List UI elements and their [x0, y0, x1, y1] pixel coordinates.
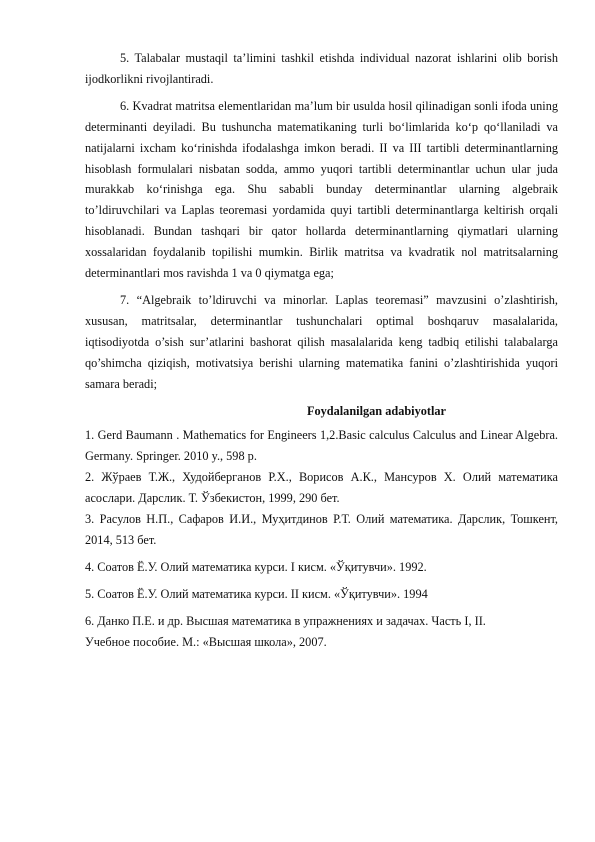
reference-item-4: 4. Соатов Ё.У. Олий математика курси. I кисм. «Ўқитувчи». 1992.	[85, 559, 427, 574]
references-heading: Foydalanilgan adabiyotlar	[306, 403, 447, 418]
reference-item-6: 6. Данко П.Е. и др. Высшая математика в упражнениях и задачах. Часть I, II.	[85, 613, 486, 628]
paragraph-5: 5. Talabalar mustaqil ta’limini tashkil etishda individual nazorat ishlarini olib borish ijodkorlikni rivojlantiradi.	[85, 51, 558, 86]
reference-item-5: 5. Соатов Ё.У. Олий математика курси. II кисм. «Ўқитувчи». 1994	[85, 586, 428, 601]
reference-item-2: 2. Жўраев Т.Ж., Худойберганов Р.Х., Ворисов А.К., Мансуров Х. Олий математика асослари. Дарслик. Т. Ўзбекистон, 1999, 290 бет.	[85, 470, 558, 506]
reference-item-1: 1. Gerd Baumann . Mathematics for Engineers 1,2.Basic calculus Calculus and Linear Algebra. Germany. Springer. 2010 y., 598 p.	[85, 428, 558, 464]
paragraph-7: 7. “Algebraik to’ldiruvchi va minorlar. Laplas teoremasi” mavzusini o’zlashtirish, xususan, matritsalar, determinantlar tushunchalari optimal boshqaruv masalalarida, iqtisodiyotda o’sish sur’atlarini bashorat qilish masalalarida keng tadbiq etilishi talabalarga qo’shimcha qiziqish, motivatsiya berishi ularning matematika fanini o’zlashtirishida yuqori samara beradi;	[85, 292, 558, 391]
paragraph-6: 6. Kvadrat matritsa elementlaridan ma’lum bir usulda hosil qilinadigan sonli ifoda uning determinanti deyiladi. Bu tushuncha matematikaning turli bo‘limlarida ko‘p qo‘llaniladi va natijalarni ixcham ko‘rinishda ifodalashga imkon beradi. II va III tartibli determinantlarning hisoblash formulalari nisbatan sodda, ammo yuqori tartibli determinantlar uchun ular juda murakkab ko‘rinishga ega. Shu sababli bunday determinantlar ularning algebraik to’ldiruvchilari va Laplas teoremasi yordamida quyi tartibli determinantlarga keltirish orqali hisoblanadi. Bundan tashqari bir qator hollarda determinantlarning qiymatlari ularning xossalaridan foydalanib topilishi mumkin. Birlik matritsa va kvadratik nol matritsalarning determinantlari mos ravishda 1 va 0 qiymatga ega;	[85, 98, 558, 281]
reference-item-6-continuation: Учебное пособие. М.: «Высшая школа», 2007.	[85, 634, 327, 649]
reference-item-3: 3. Расулов Н.П., Сафаров И.И., Муҳитдинов Р.Т. Олий математика. Дарслик, Тошкент, 2014, 513 бет.	[85, 512, 558, 547]
